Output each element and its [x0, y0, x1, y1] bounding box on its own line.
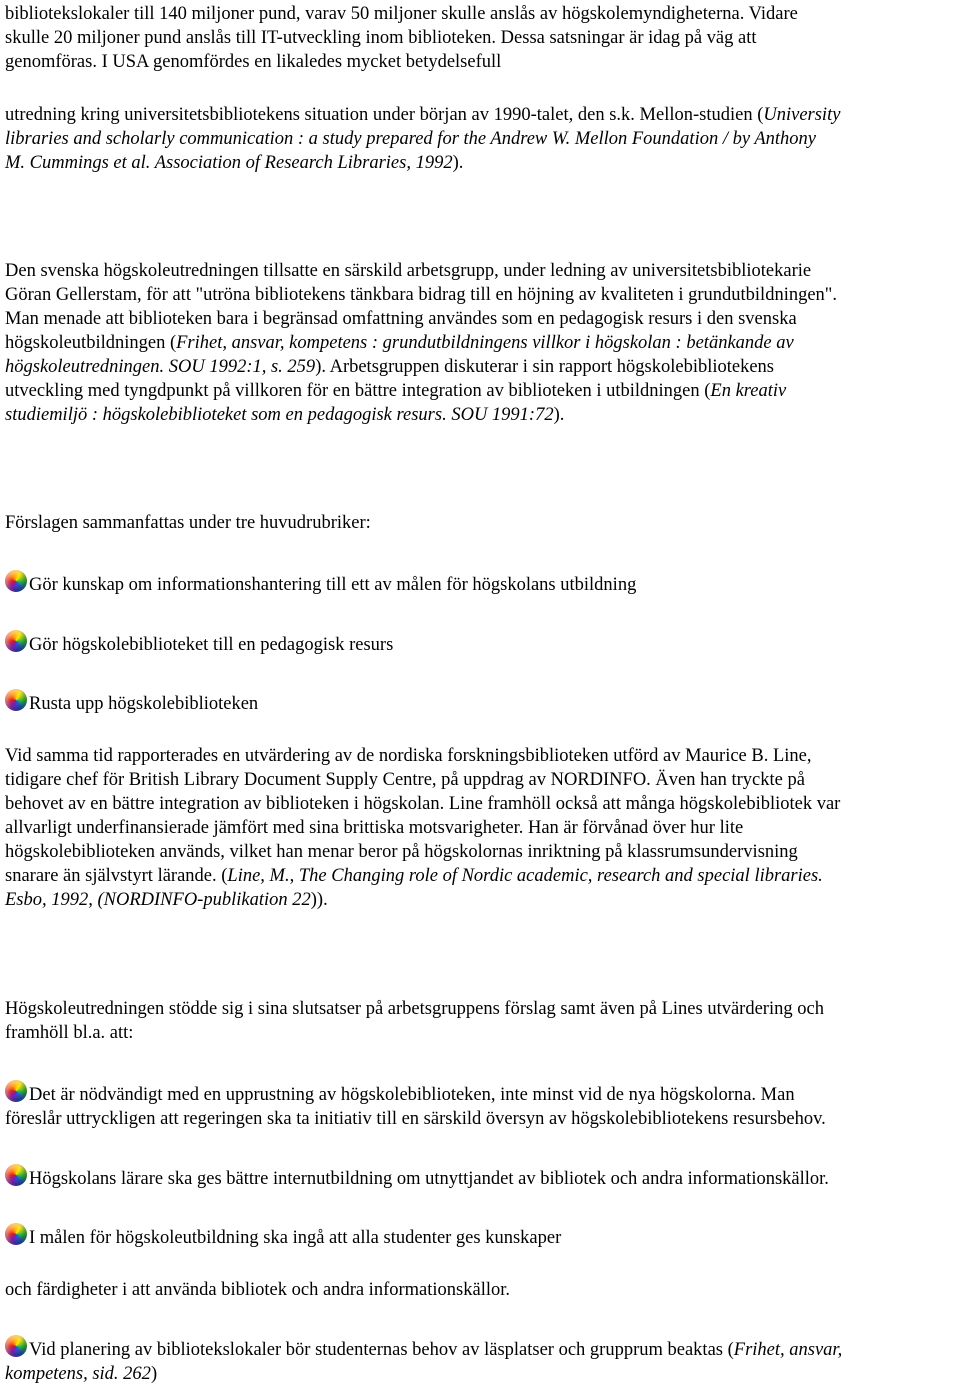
paragraph-skills: och färdigheter i att använda bibliotek och andra informationskällor.	[5, 1280, 510, 1300]
paragraph-summary-intro: Förslagen sammanfattas under tre huvudrubriker:	[5, 513, 371, 533]
bullet-item: Gör kunskap om informationshantering till ett av målen för högskolans utbildning	[5, 570, 956, 597]
rainbow-ball-bullet-icon	[5, 630, 27, 652]
bullet-item: Gör högskolebiblioteket till en pedagogisk resurs	[5, 630, 956, 657]
rainbow-ball-bullet-icon	[5, 1080, 27, 1102]
paragraph-working-group: Den svenska högskoleutredningen tillsatte en särskild arbetsgrupp, under ledning av universitetsbibliotekarie Göran Gellerstam, för att "utröna bibliotekens tänkbara bidrag till en höjning av kvaliteten i grundutbildningen". Man menade att biblioteken bara i begränsad omfattning användes som en pedagogisk resurs i den svenska högskoleutbildningen (Frihet, ansvar, kompetens : grundutbildningens villkor i högskolan : betänkande av högskoleutredningen. SOU 1992:1, s. 259). Arbetsgruppen diskuterar i sin rapport högskolebibliotekens utveckling med tyngdpunkt på villkoren för en bättre integration av biblioteken i utbildningen (En kreativ studiemiljö : högskolebiblioteket som en pedagogisk resurs. SOU 1991:72).	[5, 261, 837, 425]
bullet-item: Högskolans lärare ska ges bättre internutbildning om utnyttjandet av bibliotek och andra informationskällor.	[5, 1164, 956, 1191]
rainbow-ball-bullet-icon	[5, 570, 27, 592]
paragraph-library-funding: bibliotekslokaler till 140 miljoner pund, varav 50 miljoner skulle anslås av högskolemyndigheterna. Vidare skulle 20 miljoner pund anslås till IT-utveckling inom biblioteken. Dessa satsningar är idag på väg att genomföras. I USA genomfördes en likaledes mycket betydelsefull	[5, 4, 798, 72]
rainbow-ball-bullet-icon	[5, 689, 27, 711]
bullet-item: Det är nödvändigt med en upprustning av högskolebiblioteken, inte minst vid de nya högskolorna. Man föreslår uttryckligen att regeringen ska ta initiativ till en särskild översyn av högskolebibliotekens resursbehov.	[5, 1080, 956, 1131]
paragraph-mellon-study: utredning kring universitetsbibliotekens situation under början av 1990-talet, den s.k. Mellon-studien (University libraries and scholarly communication : a study prepared for the Andrew W. Mellon Foundation / by Anthony M. Cummings et al. Association of Research Libraries, 1992).	[5, 105, 841, 173]
paragraph-line-evaluation: Vid samma tid rapporterades en utvärdering av de nordiska forskningsbiblioteken utförd av Maurice B. Line, tidigare chef för British Library Document Supply Centre, på uppdrag av NORDINFO. Även han tryckte på behovet av en bättre integration av biblioteken i högskolan. Line framhöll också att många högskolebibliotek var allvarligt underfinansierade jämfört med sina brittiska motsvarigheter. Han är förvånad över hur lite högskolebiblioteken används, vilket han menar beror på högskolornas inriktning på klassrumsundervisning snarare än självstyrt lärande. (Line, M., The Changing role of Nordic academic, research and special libraries. Esbo, 1992, (NORDINFO-publikation 22)).	[5, 746, 841, 910]
bullet-item: Rusta upp högskolebiblioteken	[5, 689, 956, 716]
bullet-item: Vid planering av bibliotekslokaler bör studenternas behov av läsplatser och grupprum beaktas (Frihet, ansvar, kompetens, sid. 262)	[5, 1335, 956, 1386]
rainbow-ball-bullet-icon	[5, 1335, 27, 1357]
paragraph-conclusions: Högskoleutredningen stödde sig i sina slutsatser på arbetsgruppens förslag samt även på Lines utvärdering och framhöll bl.a. att:	[5, 999, 824, 1043]
rainbow-ball-bullet-icon	[5, 1223, 27, 1245]
bullet-item: I målen för högskoleutbildning ska ingå att alla studenter ges kunskaper	[5, 1223, 956, 1250]
rainbow-ball-bullet-icon	[5, 1164, 27, 1186]
